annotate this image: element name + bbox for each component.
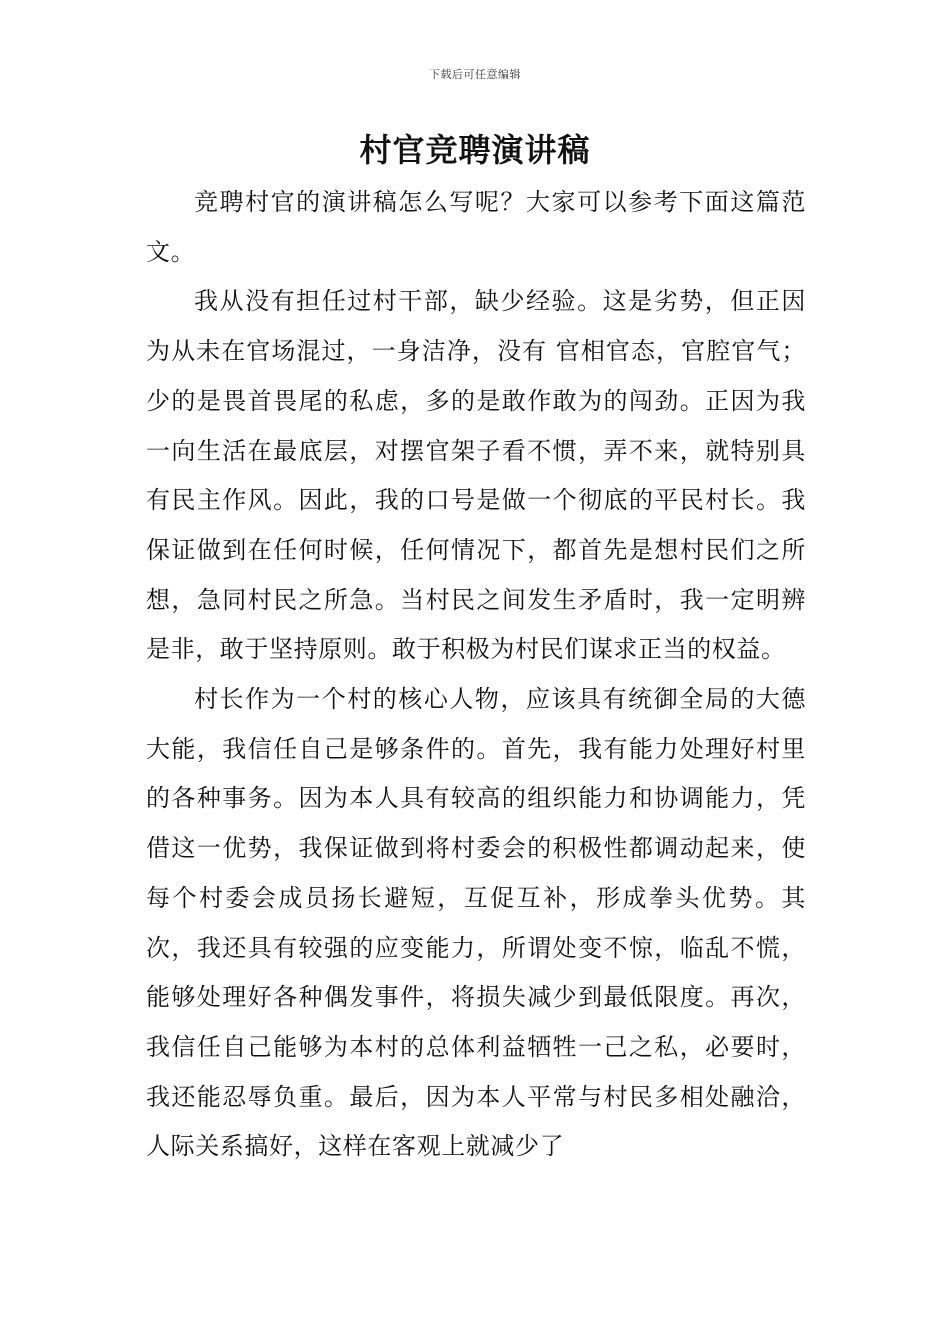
paragraph-intro: 竞聘村官的演讲稿怎么写呢？大家可以参考下面这篇范文。 <box>146 188 806 266</box>
document-title: 村官竞聘演讲稿 <box>359 131 591 169</box>
paragraph-ability: 村长作为一个村的核心人物，应该具有统御全局的大德大能，我信任自己是够条件的。首先，我有能力处理好村里的各种事务。因为本人具有较高的组织能力和协调能力，凭借这一优势，我保证做到将村委会的积极性都调动起来，使每个村委会成员扬长避短，互促互补，形成拳头优势。其次，我还具有较强的应变能力，所谓处变不惊，临乱不慌，能够处理好各种偶发事件，将损失减少到最低限度。再次，我信任自己能够为本村的总体利益牺牲一己之私，必要时，我还能忍辱负重。最后，因为本人平常与村民多相处融洽，人际关系搞好，这样在客观上就减少了 <box>146 685 806 1161</box>
header-note: 下载后可任意编辑 <box>429 68 521 81</box>
paragraph-experience: 我从没有担任过村干部，缺少经验。这是劣势，但正因为从未在官场混过，一身洁净，没有 官相官态，官腔官气；少的是畏首畏尾的私虑，多的是敢作敢为的闯劲。正因为我一向生活在最底层，对摆官架子看不惯，弄不来，就特别具有民主作风。因此，我的口号是做一个彻底的平民村长。我保证做到在任何时候，任何情况下，都首先是想村民们之所想，急同村民之所急。当村民之间发生矛盾时，我一定明辨是非，敢于坚持原则。敢于积极为村民们谋求正当的权益。 <box>146 287 806 664</box>
document-body <box>146 178 806 1172</box>
